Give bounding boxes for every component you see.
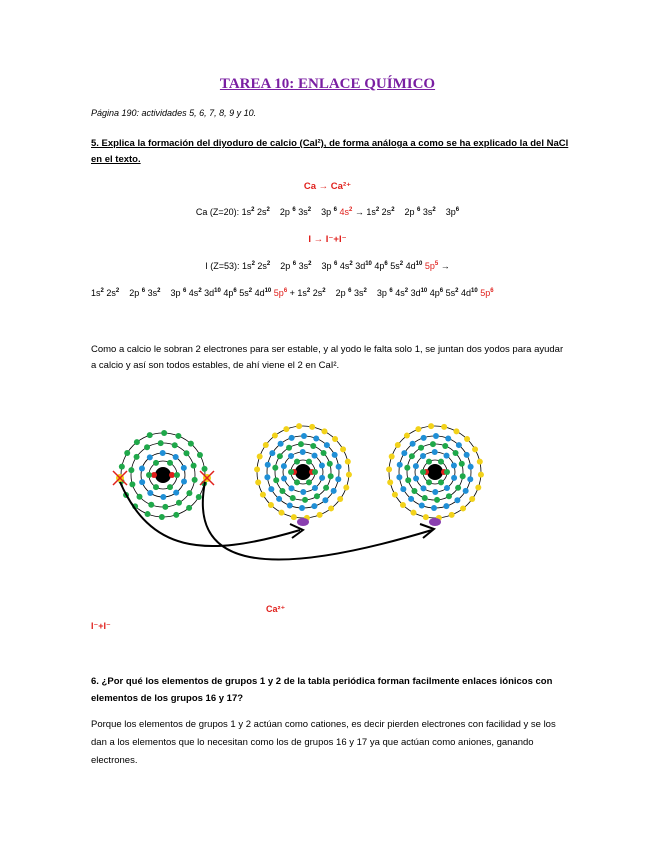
iodide-atom-1-electron — [255, 479, 261, 485]
iodide-atom-2-electron — [430, 441, 436, 447]
calcium-atom-electron — [167, 460, 173, 466]
iodide-atom-2-electron — [411, 510, 417, 516]
iodide-atom-2-electron — [445, 436, 451, 442]
iodide-atom-2-electron — [397, 462, 403, 468]
calcium-atom-electron — [176, 500, 182, 506]
iodide-atom-1-electron — [319, 463, 325, 469]
iodide-atom-1-electron — [312, 453, 318, 459]
iodide-atom-2-electron — [420, 453, 426, 459]
iodide-atom-1-electron — [287, 502, 293, 508]
calcium-atom-electron — [175, 433, 181, 439]
iodide-atom-2-electron — [389, 454, 395, 460]
iodide-atom-1-electron — [264, 474, 270, 480]
iodide-atom-1-electron — [324, 442, 330, 448]
iodide-atom-2-electron — [413, 463, 419, 469]
calcium-atom-electron — [174, 472, 180, 478]
iodide-atom-2-electron — [459, 461, 465, 467]
iodide-atom-1-electron — [260, 492, 266, 498]
calcium-atom-electron — [181, 465, 187, 471]
iodide-atom-2-electron — [415, 426, 421, 432]
iodide-atom-2-electron — [456, 442, 462, 448]
iodide-atom-2-electron — [432, 449, 438, 455]
calcium-atom-electron — [192, 477, 198, 483]
iodide-atom-2-electron — [419, 502, 425, 508]
iodide-atom-1-electron — [273, 477, 279, 483]
iodide-atom-2-electron — [472, 446, 478, 452]
iodide-atom-2-gained-electron — [429, 518, 441, 526]
iodide-atom-1-electron — [291, 514, 297, 520]
calcium-atom-electron — [144, 444, 150, 450]
iodide-atom-1-electron — [312, 485, 318, 491]
i-ions-configuration: $1s^2$ $2s^2$ 2p $^6$ $3s^2$ 3p $^6$ $4s^2$ $3d^{10}$ $4p^6$ $5s^2$ $4d^{10}$ $5p^6 + 1s^2$ $2s^2$ 2p $^6$ $3s^2$ 3p $^6$ $4s^2$ $3d^{10}$ $4p^6$ $5s^2$ $4d^{10}$ $5p^6$ — [91, 288, 494, 298]
iodide-atom-2-electron — [405, 477, 411, 483]
iodide-atom-1-electron — [294, 479, 300, 485]
iodide-atom-2-electron — [444, 469, 450, 475]
answer-6: Porque los elementos de grupos 1 y 2 actúan como cationes, es decir pierden electrones con facilidad y se los dan a los elementos que lo necesitan como los de grupos 16 y 17 ya que actúan como aniones, ganando electrones. — [91, 719, 556, 766]
iodide-atom-2-electron — [460, 473, 466, 479]
iodide-atom-1-electron — [306, 459, 312, 465]
iodide-atom-2-electron — [444, 485, 450, 491]
iodide-atom-2-electron — [453, 428, 459, 434]
iodide-atom-2-electron — [409, 453, 415, 459]
iodide-atom-1-electron — [289, 435, 295, 441]
iodide-atom-2-electron — [387, 479, 393, 485]
iodide-atom-1-electron — [340, 446, 346, 452]
calcium-atom-electron — [161, 430, 167, 436]
iodide-atom-1-electron — [345, 459, 351, 465]
calcium-atom-electron — [186, 505, 192, 511]
iodide-atom-1-electron — [294, 459, 300, 465]
ca-config-label: Ca (Z=20): — [195, 207, 240, 217]
iodide-atom-1-electron — [301, 433, 307, 439]
iodide-atom-1-electron — [265, 462, 271, 468]
ca-configuration: Ca (Z=20): $1s^2$ $2s^2$ 2p $^6$ $3s^2$ 3p $^6$ $4s^2 \to 1s^2$ $2s^2$ 2p $^6$ $3s^2$ $3p^6$ — [195, 207, 460, 217]
iodide-atom-1-electron — [319, 475, 325, 481]
iodide-atom-2-electron — [401, 450, 407, 456]
iodide-atom-2-electron — [442, 443, 448, 449]
calcium-atom-electron — [160, 450, 166, 456]
i-configuration: I (Z=53): $1s^2$ $2s^2$ 2p $^6$ $3s^2$ 3p $^6$ $4s^2$ $3d^{10}$ $4p^6$ $5s^2$ $4d^{10}$ $5p^5$ → — [205, 261, 450, 271]
calcium-atom-electron — [173, 512, 179, 518]
iodide-atom-2-electron — [444, 453, 450, 459]
calcium-atom-electron — [147, 454, 153, 460]
iodide-atom-1-electron — [286, 445, 292, 451]
iodide-atom-1-gained-electron — [297, 518, 309, 526]
iodide-atom-1-electron — [302, 497, 308, 503]
iodide-atom-1-electron — [268, 486, 274, 492]
iodide-atom-1-electron — [290, 495, 296, 501]
calcium-atom-electron — [145, 511, 151, 517]
iodide-atom-2-electron — [413, 475, 419, 481]
iodide-atom-1-electron — [272, 465, 278, 471]
iodide-atom-2-electron — [386, 466, 392, 472]
calcium-atom-electron — [202, 466, 208, 472]
calcium-atom-electron — [146, 472, 152, 478]
iodide-atom-2-electron — [451, 475, 457, 481]
iodide-atom-2-electron — [434, 497, 440, 503]
iodide-atom-2-electron — [428, 423, 434, 429]
iodide-atom-2-electron — [426, 459, 432, 465]
iodide-atom-1-electron — [343, 484, 349, 490]
calcium-ion-label: Ca²⁺ — [266, 604, 286, 614]
iodide-atom-2-electron — [420, 469, 426, 475]
iodide-atom-2-electron — [475, 484, 481, 490]
iodide-atom-2-electron — [441, 424, 447, 430]
calcium-atom-electron — [158, 440, 164, 446]
iodide-atom-1-electron — [328, 473, 334, 479]
iodide-atom-2-electron — [421, 435, 427, 441]
iodide-atom-2-electron — [426, 479, 432, 485]
iodide-atom-2-electron — [463, 488, 469, 494]
iodide-atom-2-electron — [453, 450, 459, 456]
iodide-atom-2-electron — [438, 459, 444, 465]
iodide-atom-1-electron — [278, 441, 284, 447]
iodide-atom-1-electron — [279, 510, 285, 516]
iodide-atom-1-electron — [322, 497, 328, 503]
iodide-atom-2-nucleus — [427, 464, 443, 480]
iodide-atom-1-electron — [300, 489, 306, 495]
calcium-atom-electron — [172, 442, 178, 448]
calcium-atom-nucleus — [155, 467, 171, 483]
iodide-atom-1-electron — [288, 469, 294, 475]
iodide-atom-2-electron — [468, 464, 474, 470]
iodide-atom-1-electron — [323, 485, 329, 491]
calcium-atom-electron — [153, 460, 159, 466]
calcium-atom-electron — [167, 484, 173, 490]
calcium-atom-electron — [153, 484, 159, 490]
iodide-atom-1-electron — [281, 463, 287, 469]
calcium-atom-electron — [162, 504, 168, 510]
iodide-atom-1-electron — [300, 449, 306, 455]
iodide-atom-1-electron — [331, 488, 337, 494]
iodide-atom-2-electron — [455, 485, 461, 491]
iodide-atom-2-electron — [400, 502, 406, 508]
iodide-atom-1-electron — [254, 466, 260, 472]
iodide-atom-2-electron — [464, 436, 470, 442]
page-subtitle: Página 190: actividades 5, 6, 7, 8, 9 y 10. — [91, 108, 257, 118]
iodide-atom-2-electron — [404, 465, 410, 471]
iodide-atom-1-electron — [281, 475, 287, 481]
calcium-atom-electron — [159, 514, 165, 520]
iodide-atom-2-electron — [478, 472, 484, 478]
iodide-atom-1-electron — [277, 453, 283, 459]
ca-reaction: Ca → Ca²⁺ — [303, 181, 352, 192]
iodide-atom-1-electron — [269, 450, 275, 456]
iodide-atom-2-electron — [420, 485, 426, 491]
iodide-atom-2-electron — [464, 452, 470, 458]
iodide-atom-1-electron — [312, 469, 318, 475]
i-config-label: I (Z=53): — [205, 261, 240, 271]
calcium-atom-electron — [147, 432, 153, 438]
page-title: TAREA 10: ENLACE QUÍMICO — [219, 76, 436, 92]
iodide-atom-1-nucleus — [295, 464, 311, 480]
iodide-atom-2-electron — [477, 459, 483, 465]
calcium-atom-electron — [129, 481, 135, 487]
iodide-atom-1-electron — [279, 488, 285, 494]
iodide-atom-1-electron — [288, 453, 294, 459]
iodide-atom-2-electron — [449, 512, 455, 518]
iodide-atom-2-electron — [431, 505, 437, 511]
i-reaction: I → I⁻+I⁻ — [308, 234, 347, 245]
calcium-atom-electron — [197, 452, 203, 458]
iodide-atom-1-electron — [311, 503, 317, 509]
iodide-atom-1-electron — [336, 464, 342, 470]
iodide-atom-2-electron — [410, 441, 416, 447]
iodide-atom-1-electron — [309, 424, 315, 430]
iodide-atom-2-electron — [446, 493, 452, 499]
iodide-atom-2-electron — [418, 445, 424, 451]
calcium-atom-electron — [173, 454, 179, 460]
iodide-atom-1-electron — [296, 423, 302, 429]
iodide-atom-1-electron — [306, 479, 312, 485]
iodide-atom-1-electron — [321, 450, 327, 456]
iodide-atom-1-electron — [276, 496, 282, 502]
calcium-atom-electron — [139, 479, 145, 485]
calcium-atom-electron — [134, 454, 140, 460]
calcium-atom-electron — [173, 490, 179, 496]
iodide-atom-1-electron — [317, 512, 323, 518]
calcium-atom-electron — [191, 463, 197, 469]
iodide-atom-2-electron — [432, 489, 438, 495]
iodide-atom-1-electron — [346, 472, 352, 478]
iodide-atom-1-electron — [328, 505, 334, 511]
calcium-atom-electron — [124, 450, 130, 456]
iodide-atom-2-electron — [392, 492, 398, 498]
calcium-atom-electron — [139, 465, 145, 471]
iodide-atom-1-electron — [272, 433, 278, 439]
calcium-atom-electron — [148, 502, 154, 508]
iodide-atom-1-electron — [332, 452, 338, 458]
iodide-atom-1-electron — [321, 428, 327, 434]
calcium-atom-electron — [119, 464, 125, 470]
iodide-atom-2-electron — [423, 514, 429, 520]
calcium-atom-electron — [183, 450, 189, 456]
iodide-atom-1-electron — [327, 461, 333, 467]
iodide-atom-2-electron — [433, 433, 439, 439]
iodide-atom-2-electron — [467, 476, 473, 482]
calcium-atom-electron — [128, 467, 134, 473]
iodide-atom-1-electron — [310, 443, 316, 449]
iodide-atom-2-electron — [395, 442, 401, 448]
question-6: 6. ¿Por qué los elementos de grupos 1 y 2 de la tabla periódica forman facilmente enlaces iónicos con elementos de los grupos 16 y 17? — [91, 676, 553, 704]
iodide-atom-1-electron — [263, 442, 269, 448]
iodide-atom-1-electron — [337, 496, 343, 502]
iodide-atom-2-electron — [460, 505, 466, 511]
iodide-atom-1-electron — [314, 493, 320, 499]
calcium-atom-electron — [181, 479, 187, 485]
iodide-atom-2-electron — [438, 479, 444, 485]
iodide-atom-1-electron — [288, 485, 294, 491]
iodide-atom-2-electron — [422, 495, 428, 501]
iodide-atom-2-electron — [400, 486, 406, 492]
question-5: 5. Explica la formación del diyoduro de calcio (CaI²), de forma análoga a como se ha explicado la del NaCl en el texto. — [91, 138, 569, 165]
iodide-atom-2-electron — [469, 496, 475, 502]
calcium-atom-electron — [134, 439, 140, 445]
iodide-atom-1-electron — [313, 436, 319, 442]
iodide-atom-2-electron — [451, 463, 457, 469]
iodide-atom-1-electron — [299, 505, 305, 511]
iodide-atom-1-electron — [298, 441, 304, 447]
calcium-atom-electron — [147, 490, 153, 496]
calcium-atom-electron — [160, 494, 166, 500]
iodide-atom-1-electron — [283, 426, 289, 432]
calcium-atom-electron — [186, 490, 192, 496]
iodide-atom-2-electron — [443, 503, 449, 509]
iodide-atom-2-electron — [404, 433, 410, 439]
ionic-bond-diagram — [0, 410, 655, 580]
iodide-atom-1-electron — [332, 436, 338, 442]
iodide-atom-2-electron — [396, 474, 402, 480]
iodide-atom-1-electron — [335, 476, 341, 482]
explanation-paragraph: Como a calcio le sobran 2 electrones para ser estable, y al yodo le falta solo 1, se juntan dos yodos para ayudar a calcio y así son todos estables, de ahí viene el 2 en CaI². — [91, 344, 564, 371]
iodide-atom-1-electron — [257, 454, 263, 460]
calcium-atom-electron — [188, 441, 194, 447]
iodide-atom-2-electron — [408, 496, 414, 502]
calcium-atom-electron — [137, 494, 143, 500]
iodide-atom-2-electron — [454, 497, 460, 503]
iodide-atom-2-electron — [411, 488, 417, 494]
calcium-atom-electron — [196, 494, 202, 500]
iodide-atom-1-electron — [268, 502, 274, 508]
iodide-ions-label: I⁻+I⁻ — [91, 621, 111, 631]
